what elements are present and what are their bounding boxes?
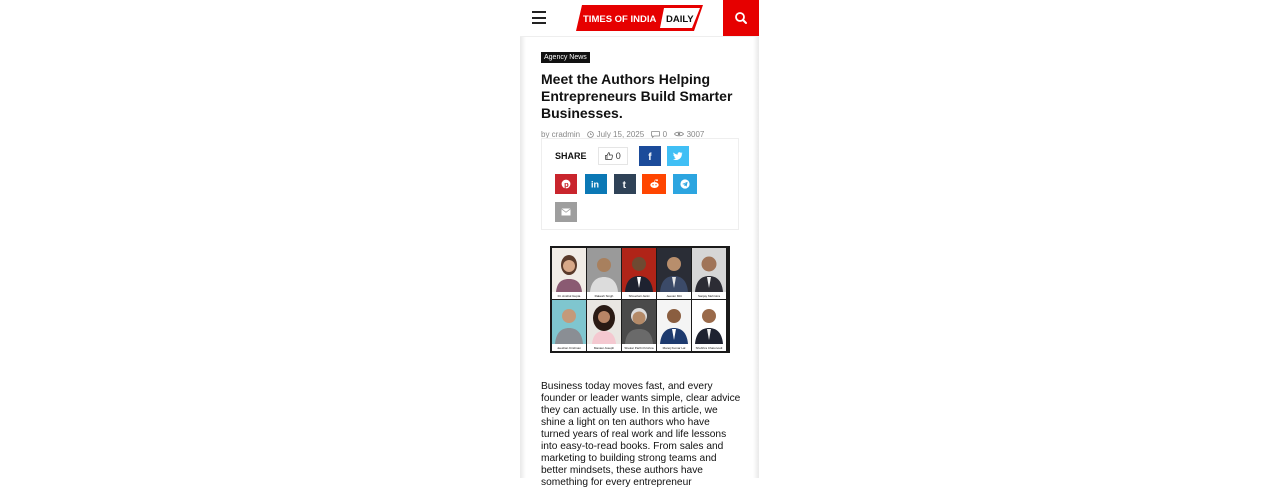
author-portrait [622, 300, 656, 351]
search-button[interactable] [723, 0, 759, 36]
portrait-photo [657, 300, 691, 344]
like-count: 0 [615, 151, 621, 161]
svg-text:p: p [564, 180, 569, 189]
portrait-photo [552, 248, 586, 292]
hamburger-icon[interactable] [532, 11, 546, 24]
linkedin-share-button[interactable] [585, 174, 607, 194]
portrait-photo [587, 248, 621, 292]
portrait-caption: Manoj Kumar Lal [662, 346, 686, 350]
eye-icon [674, 131, 684, 137]
author-portrait [552, 300, 586, 351]
svg-text:t: t [622, 180, 626, 189]
author-portrait [552, 248, 586, 299]
portrait-caption: Jeevan Mitt [666, 294, 682, 298]
portrait-photo [552, 300, 586, 344]
logo-text-right: DAILY [666, 14, 694, 25]
share-label: SHARE [555, 151, 587, 161]
article-body-paragraph: Business today moves fast, and every founder or leader wants simple, clear advice they can actually use. In this article, we shine a light on ten authors who have turned years of real work and life lessons into easy-to-read books. From sales and marketing to building strong teams and better mindsets, these authors have something for every entrepreneur [541, 381, 741, 488]
like-button[interactable] [598, 147, 628, 165]
portrait-photo [622, 300, 656, 344]
article-header [541, 46, 741, 139]
facebook-icon [645, 151, 655, 161]
column-shadow-right [753, 36, 759, 478]
portrait-photo [692, 300, 726, 344]
portrait-caption: Jeeshan Krishnan [556, 346, 582, 350]
author-portrait [692, 248, 726, 299]
logo-text-left: TIMES OF INDIA [583, 14, 657, 25]
portrait-caption: Manasi Joseph [593, 346, 615, 350]
site-logo[interactable] [576, 4, 704, 32]
author-portrait [657, 300, 691, 351]
thumbs-up-icon [605, 152, 613, 160]
tumblr-share-button[interactable] [614, 174, 636, 194]
share-box [541, 138, 739, 230]
author-portrait [622, 248, 656, 299]
category-badge[interactable]: Agency News [541, 52, 590, 63]
svg-text:f: f [648, 152, 652, 161]
portrait-caption: Shekar Parthi Krishna [624, 346, 654, 350]
article-title: Meet the Authors Helping Entrepreneurs Build Smarter Businesses. [541, 71, 733, 121]
author-portrait [657, 248, 691, 299]
comment-count: 0 [662, 130, 668, 139]
portrait-photo [587, 300, 621, 344]
portrait-caption: Shubhra Chaturvedi [695, 346, 723, 350]
column-shadow-left [520, 36, 526, 478]
telegram-share-button[interactable] [673, 174, 697, 194]
portrait-photo [657, 248, 691, 292]
tumblr-icon [620, 179, 630, 189]
svg-text:in: in [591, 179, 599, 189]
telegram-icon [680, 179, 690, 189]
email-share-button[interactable] [555, 202, 577, 222]
site-header [520, 0, 759, 37]
view-count: 3007 [686, 130, 705, 139]
twitter-icon [673, 152, 683, 161]
search-icon [723, 0, 759, 36]
reddit-share-button[interactable] [642, 174, 666, 194]
pinterest-icon [561, 179, 571, 189]
portrait-photo [692, 248, 726, 292]
email-icon [561, 208, 571, 216]
portrait-caption: Rakesh Singh [594, 294, 614, 298]
article-image[interactable] [550, 246, 730, 353]
pinterest-share-button[interactable] [555, 174, 577, 194]
clock-icon [587, 131, 594, 138]
facebook-share-button[interactable] [639, 146, 661, 166]
portrait-caption: Dr. Anshul Gupta [557, 294, 581, 298]
portrait-photo [622, 248, 656, 292]
author-portrait [587, 248, 621, 299]
article-date: July 15, 2025 [596, 130, 645, 139]
twitter-share-button[interactable] [667, 146, 689, 166]
author-portrait [587, 300, 621, 351]
author-portrait [692, 300, 726, 351]
author-link[interactable]: by cradmin [541, 130, 581, 139]
linkedin-icon [590, 179, 602, 189]
reddit-icon [649, 179, 660, 189]
comment-icon [651, 131, 660, 138]
portrait-caption: Shreehari Janki [628, 294, 650, 298]
portrait-caption: Sanjay Mehrotra [697, 294, 720, 298]
